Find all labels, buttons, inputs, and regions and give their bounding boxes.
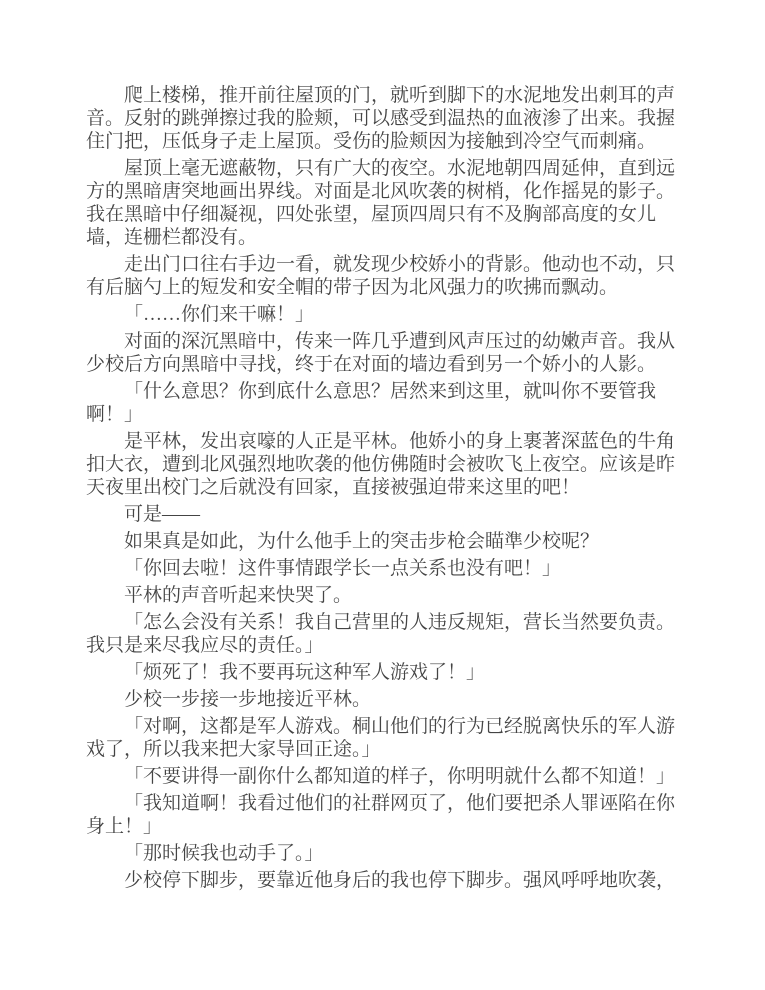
paragraph-narrative: 可是—— — [124, 504, 201, 525]
paragraph-dialogue: 「怎么会没有关系！我自己营里的人违反规矩，营长当然要负责。我只是来尽我应尽的责任。」 — [86, 612, 676, 656]
paragraph-dialogue: 「……你们来干嘛！」 — [124, 304, 315, 325]
paragraph-narrative: 是平林，发出哀嚎的人正是平林。他娇小的身上裹著深蓝色的牛角扣大衣，遭到北风强烈地吹袭的他仿佛随时会被吹飞上夜空。应该是昨天夜里出校门之后就没有回家，直接被强迫带来这里的吧！ — [86, 431, 676, 498]
paragraph-narrative: 平林的声音听起来快哭了。 — [124, 585, 353, 606]
paragraph-dialogue: 「我知道啊！我看过他们的社群网页了，他们要把杀人罪诬陷在你身上！」 — [86, 793, 676, 837]
paragraph-narrative: 屋顶上毫无遮蔽物，只有广大的夜空。水泥地朝四周延伸，直到远方的黑暗唐突地画出界线。对面是北风吹袭的树梢，化作摇晃的影子。我在黑暗中仔细凝视，四处张望，屋顶四周只有不及胸部高度的女儿墙，连栅栏都没有。 — [86, 158, 676, 248]
paragraph-narrative: 走出门口往右手边一看，就发现少校娇小的背影。他动也不动，只有后脑勺上的短发和安全帽的带子因为北风强力的吹拂而飘动。 — [86, 254, 676, 298]
paragraph-dialogue: 「那时候我也动手了。」 — [124, 843, 324, 864]
text-block — [86, 84, 688, 896]
paragraph-narrative: 对面的深沉黑暗中，传来一阵几乎遭到风声压过的幼嫩声音。我从少校后方向黑暗中寻找，终于在对面的墙边看到另一个娇小的人影。 — [86, 331, 676, 375]
paragraph-dialogue: 「对啊，这都是军人游戏。桐山他们的行为已经脱离快乐的军人游戏了，所以我来把大家导回正途。」 — [86, 716, 676, 760]
paragraph-narrative: 少校一步接一步地接近平林。 — [124, 689, 372, 710]
paragraph-dialogue: 「什么意思？你到底什么意思？居然来到这里，就叫你不要管我啊！」 — [86, 381, 657, 425]
paragraph-dialogue: 「烦死了！我不要再玩这种军人游戏了！」 — [124, 662, 486, 683]
paragraph-narrative: 爬上楼梯，推开前往屋顶的门，就听到脚下的水泥地发出刺耳的声音。反射的跳弹擦过我的脸颊，可以感受到温热的血液渗了出来。我握住门把，压低身子走上屋顶。受伤的脸颊因为接触到冷空气而刺痛。 — [86, 85, 676, 152]
paragraph-narrative: 少校停下脚步，要靠近他身后的我也停下脚步。强风呼呼地吹袭， — [124, 870, 676, 891]
paragraph-dialogue: 「你回去啦！这件事情跟学长一点关系也没有吧！」 — [124, 558, 562, 579]
paragraph-narrative: 如果真是如此，为什么他手上的突击步枪会瞄準少校呢？ — [124, 531, 600, 552]
paragraph-dialogue: 「不要讲得一副你什么都知道的样子，你明明就什么都不知道！」 — [124, 766, 676, 787]
